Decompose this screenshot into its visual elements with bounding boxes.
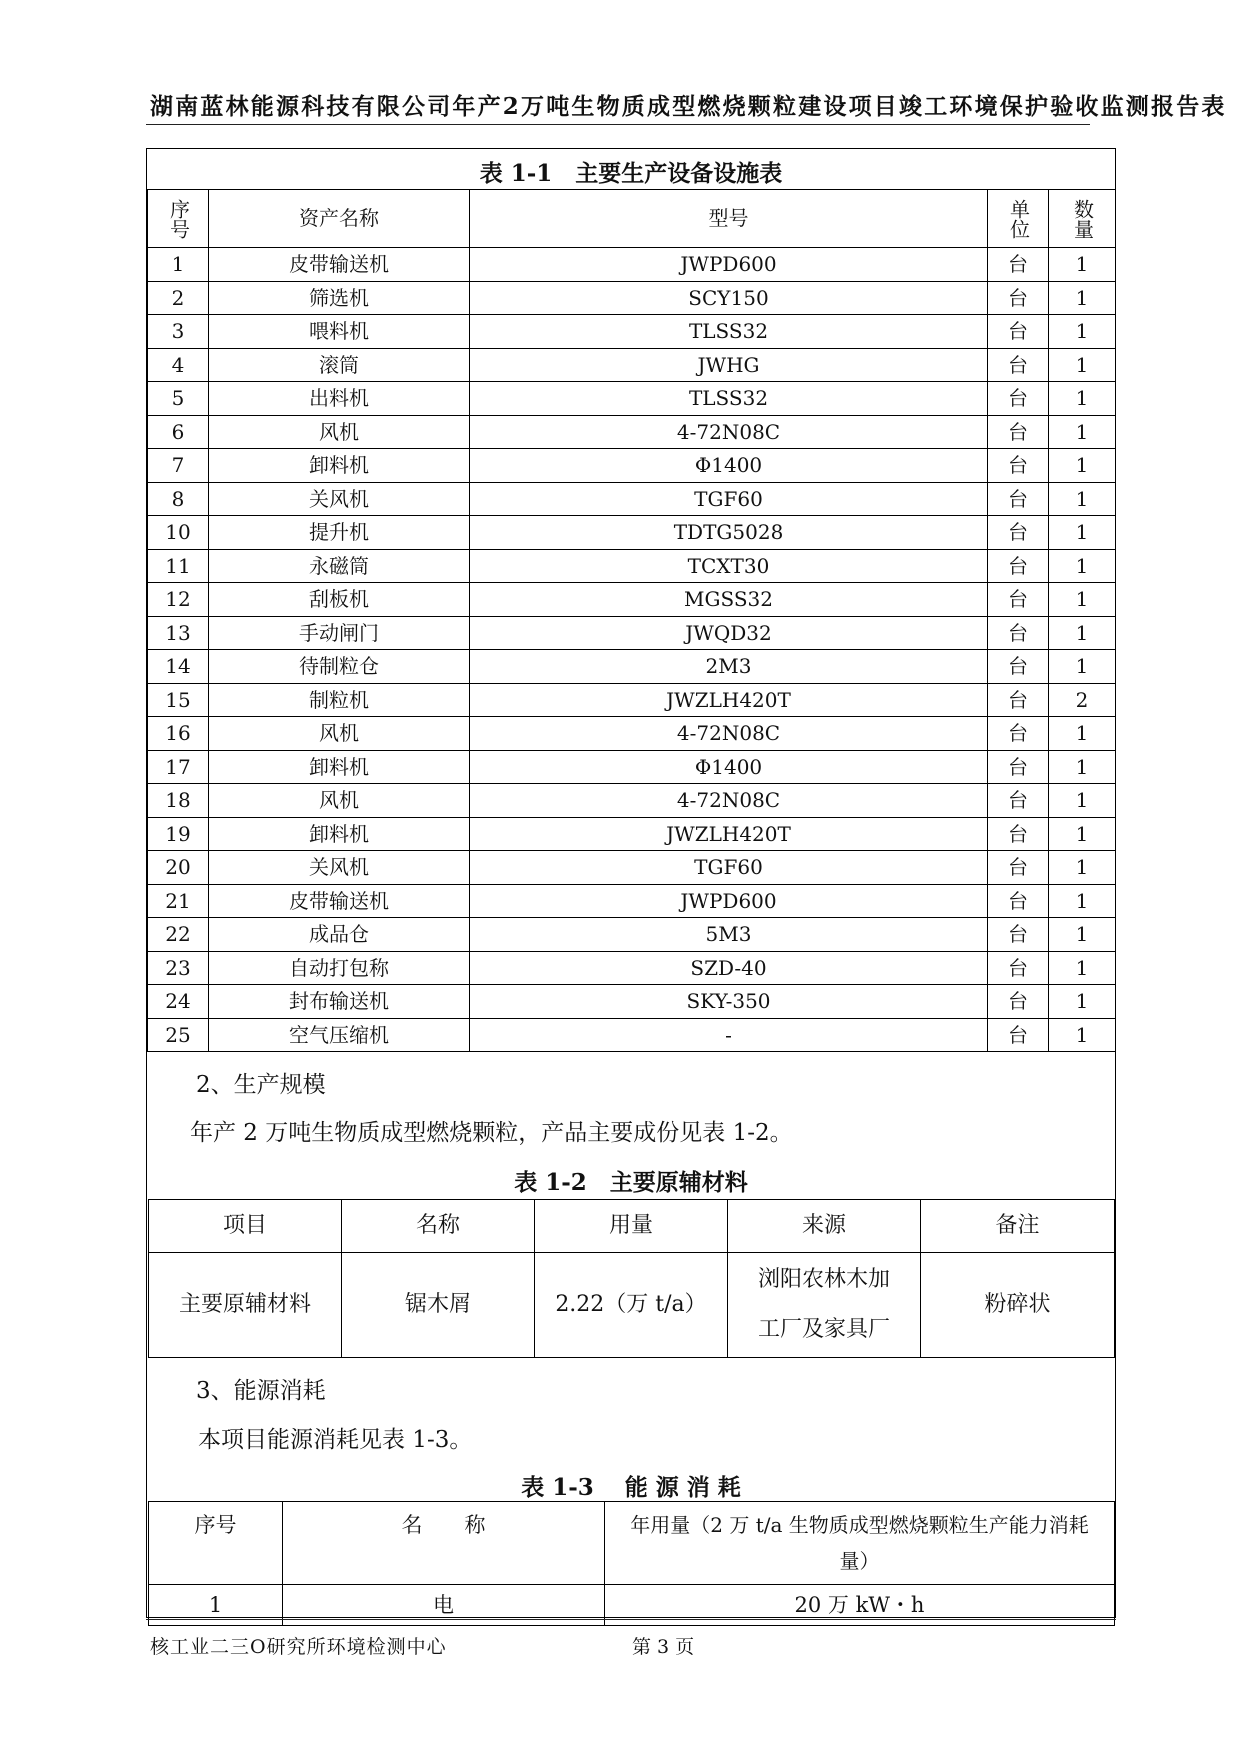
cell-unit: 台 [988, 415, 1049, 449]
cell-quantity: 1 [1049, 884, 1116, 918]
cell-quantity: 1 [1049, 817, 1116, 851]
cell-index: 1 [148, 248, 209, 282]
table-row [148, 784, 1116, 818]
cell-unit: 台 [988, 516, 1049, 550]
table-row [148, 683, 1116, 717]
cell-name: 锯木屑 [342, 1253, 535, 1358]
cell-quantity: 1 [1049, 482, 1116, 516]
cell-model: 2M3 [470, 650, 988, 684]
cell-quantity: 1 [1049, 281, 1116, 315]
cell-model: TDTG5028 [470, 516, 988, 550]
header-cell: 项目 [149, 1200, 342, 1253]
table-row [148, 884, 1116, 918]
header-cell: 数量 [1049, 190, 1116, 248]
cell-asset-name: 风机 [209, 415, 470, 449]
equipment-table [147, 189, 1116, 1052]
cell-model: TLSS32 [470, 315, 988, 349]
cell-asset-name: 刮板机 [209, 583, 470, 617]
cell-asset-name: 风机 [209, 784, 470, 818]
cell-model: SKY-350 [470, 985, 988, 1019]
cell-quantity: 1 [1049, 415, 1116, 449]
cell-model: TLSS32 [470, 382, 988, 416]
section3-text: 本项目能源消耗见表 1-3。 [198, 1427, 473, 1453]
header-cell: 型号 [470, 190, 988, 248]
cell-asset-name: 风机 [209, 717, 470, 751]
cell-asset-name: 待制粒仓 [209, 650, 470, 684]
cell-index: 22 [148, 918, 209, 952]
cell-model: TGF60 [470, 851, 988, 885]
table-row [148, 516, 1116, 550]
cell-index: 24 [148, 985, 209, 1019]
table-row [148, 415, 1116, 449]
section2-heading: 2、生产规模 [196, 1072, 326, 1098]
cell-asset-name: 关风机 [209, 851, 470, 885]
cell-index: 8 [148, 482, 209, 516]
cell-quantity: 1 [1049, 616, 1116, 650]
cell-model: JWZLH420T [470, 817, 988, 851]
cell-quantity: 1 [1049, 516, 1116, 550]
page-number: 第 3 页 [632, 1636, 695, 1658]
cell-quantity: 1 [1049, 315, 1116, 349]
footer-organization: 核工业二三O研究所环境检测中心 [150, 1636, 447, 1658]
cell-unit: 台 [988, 616, 1049, 650]
cell-index: 6 [148, 415, 209, 449]
table-header-row [149, 1502, 1115, 1585]
cell-index: 20 [148, 851, 209, 885]
table-row [148, 616, 1116, 650]
cell-unit: 台 [988, 851, 1049, 885]
cell-asset-name: 卸料机 [209, 750, 470, 784]
cell-asset-name: 筛选机 [209, 281, 470, 315]
table-row [148, 482, 1116, 516]
table2-caption: 表 1-2 主要原辅材料 [514, 1169, 748, 1196]
energy-table [148, 1501, 1115, 1626]
cell-asset-name: 制粒机 [209, 683, 470, 717]
table-row [148, 449, 1116, 483]
cell-unit: 台 [988, 717, 1049, 751]
table-row [148, 248, 1116, 282]
cell-model: JWPD600 [470, 884, 988, 918]
cell-unit: 台 [988, 1018, 1049, 1052]
cell-unit: 台 [988, 750, 1049, 784]
cell-unit: 台 [988, 449, 1049, 483]
header-cell: 名 称 [283, 1502, 605, 1585]
cell-unit: 台 [988, 348, 1049, 382]
header-cell: 年用量（2 万 t/a 生物质成型燃烧颗粒生产能力消耗 量） [605, 1502, 1115, 1585]
cell-index: 5 [148, 382, 209, 416]
cell-model: MGSS32 [470, 583, 988, 617]
section2-text: 年产 2 万吨生物质成型燃烧颗粒，产品主要成份见表 1-2。 [190, 1120, 793, 1146]
cell-quantity: 1 [1049, 382, 1116, 416]
cell-index: 18 [148, 784, 209, 818]
cell-unit: 台 [988, 382, 1049, 416]
cell-unit: 台 [988, 683, 1049, 717]
cell-asset-name: 永磁筒 [209, 549, 470, 583]
table-row [148, 382, 1116, 416]
cell-model: JWZLH420T [470, 683, 988, 717]
cell-index: 13 [148, 616, 209, 650]
table-row [148, 348, 1116, 382]
cell-asset-name: 手动闸门 [209, 616, 470, 650]
cell-model: SCY150 [470, 281, 988, 315]
cell-index: 4 [148, 348, 209, 382]
cell-index: 15 [148, 683, 209, 717]
cell-quantity: 1 [1049, 248, 1116, 282]
cell-model: SZD-40 [470, 951, 988, 985]
cell-quantity: 1 [1049, 449, 1116, 483]
cell-unit: 台 [988, 985, 1049, 1019]
header-rule [146, 124, 1090, 125]
cell-index: 1 [149, 1585, 283, 1626]
cell-asset-name: 皮带输送机 [209, 248, 470, 282]
cell-asset-name: 成品仓 [209, 918, 470, 952]
cell-quantity: 1 [1049, 918, 1116, 952]
table-row [148, 1018, 1116, 1052]
document-header: 湖南蓝林能源科技有限公司年产2万吨生物质成型燃烧颗粒建设项目竣工环境保护验收监测报告表 [150, 93, 1227, 120]
table-row [148, 717, 1116, 751]
cell-unit: 台 [988, 482, 1049, 516]
cell-asset-name: 滚筒 [209, 348, 470, 382]
cell-asset-name: 空气压缩机 [209, 1018, 470, 1052]
footer-rule [146, 1619, 1116, 1620]
cell-quantity: 1 [1049, 348, 1116, 382]
cell-model: JWPD600 [470, 248, 988, 282]
section3-heading: 3、能源消耗 [196, 1378, 326, 1404]
header-cell: 来源 [728, 1200, 921, 1253]
header-cell: 序号 [148, 190, 209, 248]
cell-quantity: 1 [1049, 985, 1116, 1019]
table-row [148, 918, 1116, 952]
table-row [148, 951, 1116, 985]
cell-unit: 台 [988, 650, 1049, 684]
cell-note: 粉碎状 [921, 1253, 1115, 1358]
table-row [148, 750, 1116, 784]
cell-quantity: 1 [1049, 717, 1116, 751]
header-cell: 名称 [342, 1200, 535, 1253]
cell-asset-name: 喂料机 [209, 315, 470, 349]
cell-unit: 台 [988, 281, 1049, 315]
cell-model: JWHG [470, 348, 988, 382]
table-row [148, 281, 1116, 315]
cell-index: 17 [148, 750, 209, 784]
cell-index: 19 [148, 817, 209, 851]
cell-usage: 20 万 kW・h [605, 1585, 1115, 1626]
cell-source: 浏阳农林木加 工厂及家具厂 [728, 1253, 921, 1358]
cell-item: 主要原辅材料 [149, 1253, 342, 1358]
header-cell: 备注 [921, 1200, 1115, 1253]
cell-unit: 台 [988, 583, 1049, 617]
table3-caption: 表 1-3 能 源 消 耗 [521, 1474, 741, 1501]
cell-model: 4-72N08C [470, 415, 988, 449]
cell-asset-name: 卸料机 [209, 817, 470, 851]
cell-index: 7 [148, 449, 209, 483]
cell-unit: 台 [988, 549, 1049, 583]
cell-quantity: 1 [1049, 951, 1116, 985]
cell-model: 5M3 [470, 918, 988, 952]
table-row [148, 315, 1116, 349]
cell-asset-name: 出料机 [209, 382, 470, 416]
cell-index: 3 [148, 315, 209, 349]
cell-model: Φ1400 [470, 750, 988, 784]
cell-model: JWQD32 [470, 616, 988, 650]
table-row [148, 985, 1116, 1019]
table-row [148, 549, 1116, 583]
table-row [148, 851, 1116, 885]
cell-quantity: 1 [1049, 1018, 1116, 1052]
cell-asset-name: 皮带输送机 [209, 884, 470, 918]
table-header-row [149, 1200, 1115, 1253]
cell-index: 23 [148, 951, 209, 985]
cell-unit: 台 [988, 884, 1049, 918]
cell-quantity: 1 [1049, 750, 1116, 784]
cell-model: 4-72N08C [470, 717, 988, 751]
cell-model: 4-72N08C [470, 784, 988, 818]
cell-asset-name: 自动打包称 [209, 951, 470, 985]
cell-unit: 台 [988, 918, 1049, 952]
header-cell: 单位 [988, 190, 1049, 248]
cell-amount: 2.22（万 t/a） [535, 1253, 728, 1358]
cell-quantity: 1 [1049, 583, 1116, 617]
cell-model: TCXT30 [470, 549, 988, 583]
cell-index: 16 [148, 717, 209, 751]
cell-unit: 台 [988, 951, 1049, 985]
cell-model: Φ1400 [470, 449, 988, 483]
cell-asset-name: 关风机 [209, 482, 470, 516]
header-cell: 序号 [149, 1502, 283, 1585]
cell-asset-name: 封布输送机 [209, 985, 470, 1019]
cell-index: 14 [148, 650, 209, 684]
materials-table [148, 1199, 1115, 1358]
table-row [149, 1253, 1115, 1358]
header-cell: 用量 [535, 1200, 728, 1253]
cell-index: 25 [148, 1018, 209, 1052]
header-cell: 资产名称 [209, 190, 470, 248]
cell-unit: 台 [988, 248, 1049, 282]
cell-index: 12 [148, 583, 209, 617]
cell-quantity: 1 [1049, 650, 1116, 684]
cell-index: 10 [148, 516, 209, 550]
cell-quantity: 1 [1049, 851, 1116, 885]
cell-asset-name: 卸料机 [209, 449, 470, 483]
cell-asset-name: 提升机 [209, 516, 470, 550]
cell-unit: 台 [988, 784, 1049, 818]
table-row [148, 583, 1116, 617]
cell-unit: 台 [988, 817, 1049, 851]
cell-index: 2 [148, 281, 209, 315]
table-row [148, 817, 1116, 851]
cell-name: 电 [283, 1585, 605, 1626]
cell-quantity: 1 [1049, 784, 1116, 818]
table1-caption: 表 1-1 主要生产设备设施表 [479, 160, 783, 187]
cell-unit: 台 [988, 315, 1049, 349]
cell-model: TGF60 [470, 482, 988, 516]
table-row [148, 650, 1116, 684]
cell-model: - [470, 1018, 988, 1052]
cell-quantity: 2 [1049, 683, 1116, 717]
cell-index: 11 [148, 549, 209, 583]
table-header-row [148, 190, 1116, 248]
cell-quantity: 1 [1049, 549, 1116, 583]
cell-index: 21 [148, 884, 209, 918]
